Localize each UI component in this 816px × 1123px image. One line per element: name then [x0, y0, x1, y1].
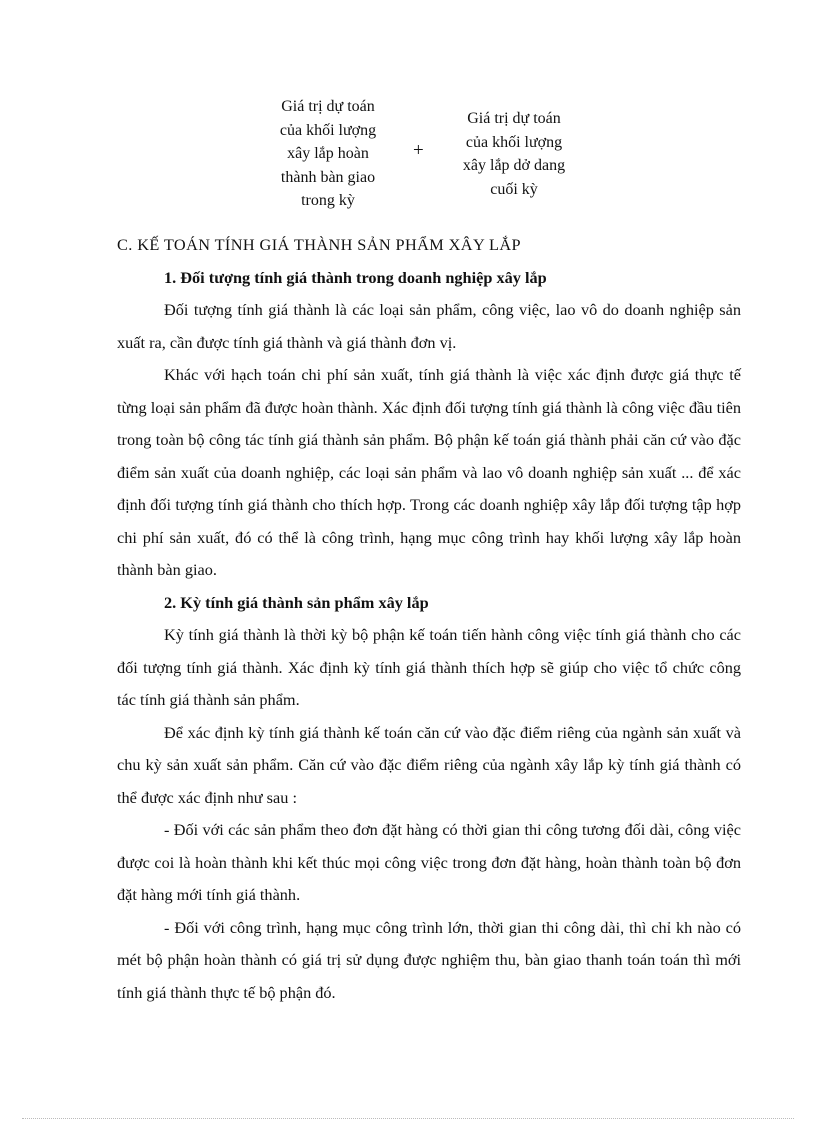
formula-completed-value: Giá trị dự toán của khối lượng xây lắp hoàn thành bàn giao trong kỳ [279, 98, 377, 209]
list-item: - Đối với công trình, hạng mục công trình lớn, thời gian thi công dài, thì chỉ kh nào có mét bộ phận hoàn thành có giá trị sử dụng được nghiệm thu, bàn giao thanh toán toán thì mới tính giá thành thực tế bộ phận đó. [117, 917, 741, 1002]
heading-cost-object: 1. Đối tượng tính giá thành trong doanh nghiệp xây lắp [164, 267, 547, 287]
paragraph: Khác với hạch toán chi phí sản xuất, tính giá thành là việc xác định được giá thực tế từng loại sản phẩm đã được hoàn thành. Xác định đối tượng tính giá thành là công việc đầu tiên trong toàn bộ công tác tính giá thành sản phẩm. Bộ phận kế toán giá thành phải căn cứ vào đặc điểm sản xuất của doanh nghiệp, các loại sản phẩm và lao vô doanh nghiệp sản xuất ... để xác định đối tượng tính giá thành cho thích hợp. Trong các doanh nghiệp xây lắp đối tượng tập hợp chi phí sản xuất, đó có thể là công trình, hạng mục công trình hay khối lượng xây lắp hoàn thành bàn giao. [117, 365, 741, 579]
formula-plus-operator: + [413, 140, 424, 161]
formula-work-in-progress-value: Giá trị dự toán của khối lượng xây lắp dở dang cuối kỳ [462, 110, 566, 198]
list-item: - Đối với các sản phẩm theo đơn đặt hàng có thời gian thi công tương đối dài, công việc được coi là hoàn thành khi kết thúc mọi công việc trong đơn đặt hàng, hoàn thành toàn bộ đơn đặt hàng mới tính giá thành. [117, 820, 741, 904]
cost-formula [0, 95, 816, 215]
paragraph: Để xác định kỳ tính giá thành kế toán căn cứ vào đặc điểm riêng của ngành sản xuất và chu kỳ sản xuất sản phẩm. Căn cứ vào đặc điểm riêng của ngành xây lắp kỳ tính giá thành có thể được xác định như sau : [117, 722, 741, 807]
page-bottom-border [22, 1118, 794, 1119]
paragraph: Kỳ tính giá thành là thời kỳ bộ phận kế toán tiến hành công việc tính giá thành cho các đối tượng tính giá thành. Xác định kỳ tính giá thành thích hợp sẽ giúp cho việc tổ chức công tác tính giá thành sản phẩm. [117, 625, 741, 709]
heading-costing-period: 2. Kỳ tính giá thành sản phẩm xây lắp [164, 592, 429, 612]
section-title: C. KẾ TOÁN TÍNH GIÁ THÀNH SẢN PHẨM XÂY LẮP [117, 235, 521, 254]
paragraph: Đối tượng tính giá thành là các loại sản phẩm, công việc, lao vô do doanh nghiệp sản xuất ra, cần được tính giá thành và giá thành đơn vị. [117, 300, 741, 352]
document-body [117, 229, 741, 1009]
